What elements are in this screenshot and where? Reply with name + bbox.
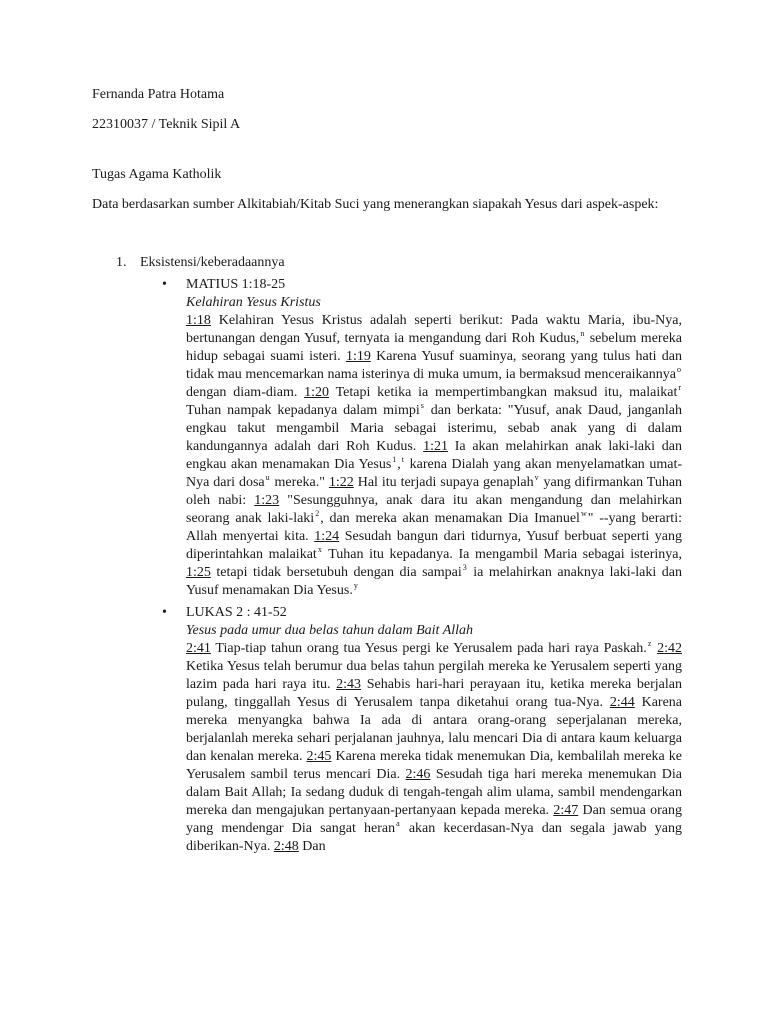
student-id: 22310037 / Teknik Sipil A	[92, 117, 241, 132]
verse-number[interactable]: 2:43	[336, 677, 362, 692]
verse-text: Tiap-tiap tahun orang tua Yesus pergi ke Yerusalem pada hari raya Paskah.	[215, 641, 647, 656]
list-number: 1.	[116, 255, 127, 270]
verse-text: "Sesungguhnya, anak dara itu akan mengandung dan melahirkan seorang anak laki-laki	[186, 493, 682, 526]
verse-text: Dan semua orang yang mendengar Dia sangat heran	[186, 803, 683, 836]
verse-text-block	[186, 640, 682, 856]
verse-text: Sehabis hari-hari perayaan itu, ketika mereka berjalan pulang, tinggallah Yesus di Yerusalem tanpa diketahui orang tua-Nya.	[186, 677, 682, 710]
footnote-marker[interactable]: 2	[315, 509, 320, 519]
verse-text: Ia akan melahirkan anak laki-laki dan engkau akan menamakan Dia Yesus	[186, 439, 682, 472]
verse-number[interactable]: 1:20	[304, 385, 330, 400]
footnote-marker[interactable]: a	[396, 819, 400, 829]
footnote-marker[interactable]: 3	[462, 563, 467, 573]
verse-number[interactable]: 1:19	[345, 349, 371, 364]
verse-number[interactable]: 2:41	[186, 641, 211, 656]
verse-text: Dan	[302, 839, 326, 854]
footnote-marker[interactable]: s	[420, 401, 424, 411]
footnote-marker[interactable]: t	[401, 455, 405, 465]
footnote-marker[interactable]: z	[647, 639, 652, 649]
bullet-icon: •	[162, 277, 167, 292]
verse-text: tetapi tidak bersetubuh dengan dia sampai	[216, 565, 462, 580]
footnote-marker[interactable]: o	[677, 365, 681, 375]
course-title: Tugas Agama Katholik	[92, 167, 222, 182]
bullet-item-matius	[162, 276, 683, 600]
verse-text: Ketika Yesus telah berumur dua belas tahun pergilah mereka ke Yerusalem seperti yang lazim pada hari raya itu.	[186, 659, 682, 692]
pericope-title: Kelahiran Yesus Kristus	[186, 295, 321, 310]
footnote-marker[interactable]: w	[580, 509, 587, 519]
verse-number[interactable]: 2:46	[405, 767, 431, 782]
verse-text: yang difirmankan Tuhan oleh nabi:	[186, 475, 683, 508]
verse-text: mereka."	[274, 475, 325, 490]
bullet-icon: •	[162, 605, 167, 620]
verse-number[interactable]: 2:44	[609, 695, 635, 710]
footnote-marker[interactable]: v	[534, 473, 539, 483]
verse-text: Tetapi ketika ia mempertimbangkan maksud itu, malaikat	[335, 385, 678, 400]
scripture-reference: LUKAS 2 : 41-52	[186, 605, 287, 620]
document-page	[92, 86, 682, 856]
footnote-marker[interactable]: 1	[392, 455, 397, 465]
verse-text: , dan mereka akan menamakan Dia Imanuel	[320, 511, 580, 526]
verse-text: dengan diam-diam.	[186, 385, 298, 400]
verse-number[interactable]: 1:24	[314, 529, 340, 544]
verse-number[interactable]: 1:25	[186, 565, 211, 580]
verse-text: Tuhan nampak kepadanya dalam mimpi	[186, 403, 420, 418]
verse-number[interactable]: 1:18	[186, 313, 211, 328]
verse-number[interactable]: 2:48	[273, 839, 299, 854]
list-item-label: Eksistensi/keberadaannya	[140, 255, 285, 270]
verse-text: Hal itu terjadi supaya genaplah	[357, 475, 534, 490]
verse-number[interactable]: 2:42	[657, 641, 683, 656]
verse-text: akan kecerdasan-Nya dan segala jawab yang diberikan-Nya.	[186, 821, 682, 854]
verse-text: Sesudah bangun dari tidurnya, Yusuf berbuat seperti yang diperintahkan malaikat	[186, 529, 683, 562]
pericope-title: Yesus pada umur dua belas tahun dalam Bait Allah	[186, 623, 474, 638]
verse-text: sebelum mereka hidup sebagai suami isteri.	[186, 331, 683, 364]
verse-text: Karena mereka menyangka bahwa Ia ada di antara orang-orang seperjalanan mereka, berjalanlah mereka sehari perjalanan jauhnya, lalu mencari Dia di antara kaum keluarga dan kenalan mereka.	[186, 695, 683, 764]
verse-text: Kelahiran Yesus Kristus adalah seperti berikut: Pada waktu Maria, ibu-Nya, bertunangan dengan Yusuf, ternyata ia mengandung dari Roh Kudus,	[186, 313, 682, 346]
verse-text: dan berkata: "Yusuf, anak Daud, janganlah engkau takut mengambil Maria sebagai isterimu, sebab anak yang di dalam kandungannya adalah dari Roh Kudus.	[186, 403, 683, 454]
scripture-reference: MATIUS 1:18-25	[186, 277, 286, 292]
verse-text: " --yang berarti: Allah menyertai kita.	[186, 511, 682, 544]
footnote-marker[interactable]: x	[317, 545, 322, 555]
footnote-marker[interactable]: y	[353, 581, 358, 591]
verse-text: Karena mereka tidak menemukan Dia, kembalilah mereka ke Yerusalem sambil terus mencari Dia.	[186, 749, 682, 782]
verse-text: ia melahirkan anaknya laki-laki dan Yusuf menamakan Dia Yesus.	[186, 565, 682, 598]
verse-text: Sesudah tiga hari mereka menemukan Dia dalam Bait Allah; Ia sedang duduk di tengah-tengah alim ulama, sambil mendengarkan mereka dan mengajukan pertanyaan-pertanyaan kepada mereka.	[186, 767, 683, 818]
verse-text: karena Dialah yang akan menyelamatkan umat-Nya dari dosa	[186, 457, 683, 490]
bullet-item-lukas	[162, 604, 683, 856]
intro-paragraph: Data berdasarkan sumber Alkitabiah/Kitab Suci yang menerangkan siapakah Yesus dari aspek-aspek:	[92, 197, 659, 212]
footnote-marker[interactable]: u	[265, 473, 270, 483]
verse-text: Karena Yusuf suaminya, seorang yang tulus hati dan tidak mau mencemarkan nama isterinya di muka umum, ia bermaksud menceraikannya	[186, 349, 683, 382]
author-name: Fernanda Patra Hotama	[92, 87, 225, 102]
footnote-marker[interactable]: r	[678, 383, 682, 393]
verse-number[interactable]: 2:47	[553, 803, 579, 818]
verse-number[interactable]: 1:22	[328, 475, 354, 490]
footnote-marker[interactable]: n	[580, 329, 585, 339]
numbered-list	[92, 254, 682, 856]
verse-number[interactable]: 2:45	[306, 749, 332, 764]
verse-text-block: 1:18 Kelahiran Yesus Kristus adalah seperti berikut: Pada waktu Maria, ibu-Nya, bertunangan dengan Yusuf, ternyata ia mengandung dari Roh Kudus,$^n$ sebelum mereka hidup sebagai suami isteri. 1:19 Karena Yusuf suaminya, seorang yang tulus hati dan tidak mau mencemarkan nama isterinya di muka umum, ia bermaksud menceraikannya$^o$ dengan diam-diam. 1:20 Tetapi ketika ia mempertimbangkan maksud itu, malaikat$^r$ Tuhan nampak kepadanya dalam mimpi$^s$ dan berkata: "Yusuf, anak Daud, janganlah engkau takut mengambil Maria sebagai isterimu, sebab anak yang di dalam kandungannya adalah dari Roh Kudus. 1:21 Ia akan melahirkan anak laki-laki dan engkau akan menamakan Dia Yesus$^1$,$^t$ karena Dialah yang akan menyelamatkan umat-Nya dari dosa$^u$ mereka." 1:22 Hal itu terjadi supaya genaplah$^v$ yang difirmankan Tuhan oleh nabi: 1:23 "Sesungguhnya, anak dara itu akan mengandung dan melahirkan seorang anak laki-laki$^2$, dan mereka akan menamakan Dia Imanuel$^w$" --yang berarti: Allah menyertai kita. 1:24 Sesudah bangun dari tidurnya, Yusuf berbuat seperti yang diperintahkan malaikat$^x$ Tuhan itu kepadanya. Ia mengambil Maria sebagai isterinya, 1:25 tetapi tidak bersetubuh dengan dia sampai$^3$ ia melahirkan anaknya laki-laki dan Yusuf menamakan Dia Yesus.$^y$	[186, 313, 683, 598]
verse-number[interactable]: 1:23	[254, 493, 280, 508]
verse-number[interactable]: 1:21	[423, 439, 448, 454]
verse-text: Tuhan itu kepadanya. Ia mengambil Maria sebagai isterinya,	[328, 547, 682, 562]
